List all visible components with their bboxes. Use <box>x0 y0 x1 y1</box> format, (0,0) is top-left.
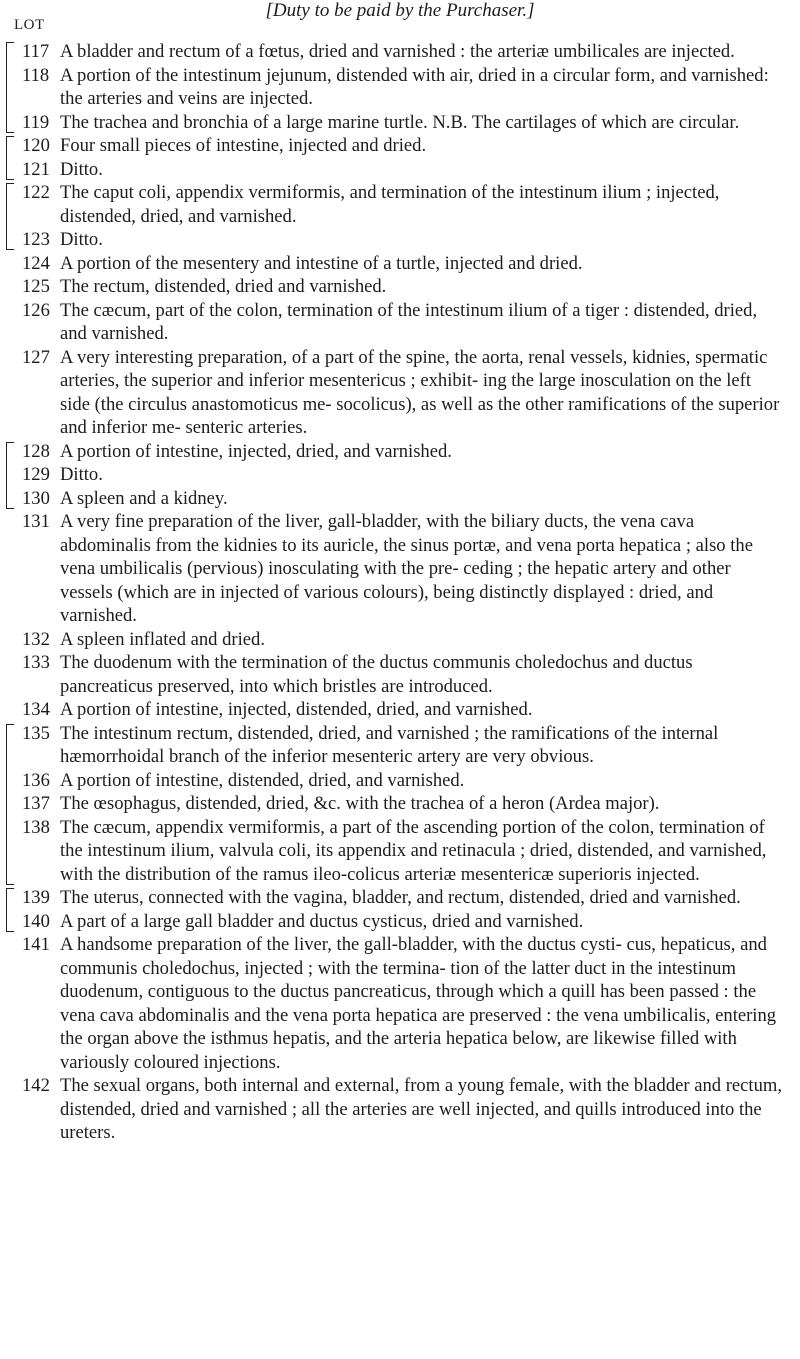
lot-description: A very interesting preparation, of a part of the spine, the aorta, renal vessels, kidnies, spermatic arteries, the superior and inferior mesentericus ; exhibit- ing the large inosculation on the left side (the circulus anastomoticus me- socolicus), as well as the other ramifications of the superior and inferior me- senteric arteries. <box>60 346 780 438</box>
lot-number: 123 <box>22 229 50 250</box>
lot-number: 118 <box>22 64 50 86</box>
lot-entry <box>0 252 800 276</box>
lot-description: The sexual organs, both internal and external, from a young female, with the bladder and rectum, distended, dried and varnished ; all the arteries are well injected, and quills introduced into the ureters. <box>60 1075 782 1143</box>
lot-number: 128 <box>22 440 50 462</box>
lot-description: A handsome preparation of the liver, the gall-bladder, with the ductus cysti- cus, hepaticus, and communis choledochus, injected ; with the termina- tion of the latter duct in the intestinum duodenum, contiguous to the ductus pancreaticus, through which a quill has been passed : the vena cava abdominalis and the vena porta hepatica are preserved : the vena umbilicalis, entering the organ above the isthmus hepatis, and the arteria hepatica below, are likewise filled with variously coloured injections. <box>60 934 777 1073</box>
lot-number: 141 <box>22 934 50 955</box>
lot-description: The trachea and bronchia of a large marine turtle. N.B. The cartilages of which are circular. <box>60 111 740 133</box>
lot-entry <box>0 886 800 910</box>
lot-entry <box>0 440 800 464</box>
lot-number: 122 <box>22 182 50 203</box>
lot-description: A very fine preparation of the liver, gall-bladder, with the biliary ducts, the vena cava abdominalis from the kidnies to its auricle, the sinus portæ, and vena porta hepatica ; also the vena umbilicalis (pervious) inosculating with the pre- ceding ; the hepatic artery and other vessels (which are in injected of various colours), being distinctly displayed : dried, and varnished. <box>60 511 753 626</box>
lot-number: 129 <box>22 464 50 485</box>
lot-entry <box>0 275 800 299</box>
lot-number: 125 <box>22 276 50 297</box>
lot-number: 137 <box>22 793 50 814</box>
lot-description: A part of a large gall bladder and ductus cysticus, dried and varnished. <box>60 910 584 932</box>
lot-description: A portion of the mesentery and intestine of a turtle, injected and dried. <box>60 252 583 274</box>
lot-number: 134 <box>22 699 50 720</box>
lot-number: 117 <box>22 41 50 62</box>
lot-description: The uterus, connected with the vagina, bladder, and rectum, distended, dried and varnished. <box>60 887 741 908</box>
lot-number: 126 <box>22 299 50 321</box>
lot-description: The rectum, distended, dried and varnished. <box>60 276 387 297</box>
lot-entry <box>0 64 800 111</box>
lot-entry <box>0 933 800 1074</box>
lot-number: 142 <box>22 1075 50 1096</box>
lot-entry <box>0 651 800 698</box>
lot-entry <box>0 299 800 346</box>
lot-group-brace <box>6 442 17 509</box>
lot-entry <box>0 346 800 440</box>
lot-group-brace <box>6 888 17 932</box>
lot-number: 121 <box>22 158 50 180</box>
lot-entry <box>0 134 800 158</box>
lot-description: Ditto. <box>60 158 103 180</box>
lot-group-brace <box>6 183 17 250</box>
lot-number: 132 <box>22 628 50 650</box>
lot-entry <box>0 1074 800 1145</box>
lot-description: A spleen inflated and dried. <box>60 628 265 650</box>
lot-entry <box>0 181 800 228</box>
lot-number: 136 <box>22 769 50 791</box>
lot-description: The duodenum with the termination of the ductus communis choledochus and ductus pancreaticus preserved, into which bristles are introduced. <box>60 652 693 697</box>
lot-number: 140 <box>22 910 50 932</box>
running-head: [Duty to be paid by the Purchaser.] <box>265 0 535 21</box>
lot-description: A bladder and rectum of a fœtus, dried and varnished : the arteriæ umbilicales are injected. <box>60 41 735 62</box>
lot-number: 139 <box>22 887 50 908</box>
lot-entry <box>0 722 800 769</box>
lot-list <box>0 40 800 1145</box>
lot-entry <box>0 769 800 793</box>
lot-number: 138 <box>22 816 50 838</box>
lot-number: 131 <box>22 511 50 532</box>
lot-description: A portion of intestine, distended, dried, and varnished. <box>60 769 465 791</box>
lot-entry <box>0 698 800 722</box>
lot-entry <box>0 628 800 652</box>
lot-number: 130 <box>22 487 50 509</box>
lot-description: The caput coli, appendix vermiformis, and termination of the intestinum ilium ; injected, distended, dried, and varnished. <box>60 182 720 227</box>
lot-column-header: LOT <box>14 17 45 33</box>
lot-entry <box>0 792 800 816</box>
lot-number: 124 <box>22 252 50 274</box>
lot-entry <box>0 816 800 887</box>
lot-description: Ditto. <box>60 464 103 485</box>
lot-description: The œsophagus, distended, dried, &c. with the trachea of a heron (Ardea major). <box>60 793 660 814</box>
lot-entry <box>0 158 800 182</box>
lot-entry <box>0 510 800 628</box>
lot-entry <box>0 463 800 487</box>
lot-description: The cæcum, part of the colon, termination of the intestinum ilium of a tiger : distended, dried, and varnished. <box>60 299 758 344</box>
lot-description: A portion of intestine, injected, distended, dried, and varnished. <box>60 699 533 720</box>
lot-entry <box>0 111 800 135</box>
lot-number: 135 <box>22 722 50 744</box>
lot-entry <box>0 228 800 252</box>
lot-description: The cæcum, appendix vermiformis, a part of the ascending portion of the colon, termination of the intestinum ilium, valvula coli, its appendix and retinacula ; dried, distended, and varnished, with the distribution of the ramus ileo-colicus arteriæ mesentericæ superioris injected. <box>60 816 767 885</box>
lot-description: A portion of intestine, injected, dried, and varnished. <box>60 440 452 462</box>
lot-description: Ditto. <box>60 229 103 250</box>
lot-description: A spleen and a kidney. <box>60 487 228 509</box>
lot-entry <box>0 487 800 511</box>
lot-description: Four small pieces of intestine, injected and dried. <box>60 135 427 156</box>
lot-number: 119 <box>22 111 50 133</box>
lot-number: 120 <box>22 135 50 156</box>
lot-description: A portion of the intestinum jejunum, distended with air, dried in a circular form, and varnished: the arteries and veins are injected. <box>60 64 769 109</box>
lot-group-brace <box>6 136 17 180</box>
lot-number: 127 <box>22 346 50 368</box>
lot-entry <box>0 910 800 934</box>
lot-group-brace <box>6 42 17 133</box>
lot-description: The intestinum rectum, distended, dried, and varnished ; the ramifications of the internal hæmorrhoidal branch of the inferior mesenteric artery are very obvious. <box>60 722 719 767</box>
lot-entry <box>0 40 800 64</box>
lot-group-brace <box>6 724 17 885</box>
lot-number: 133 <box>22 652 50 673</box>
